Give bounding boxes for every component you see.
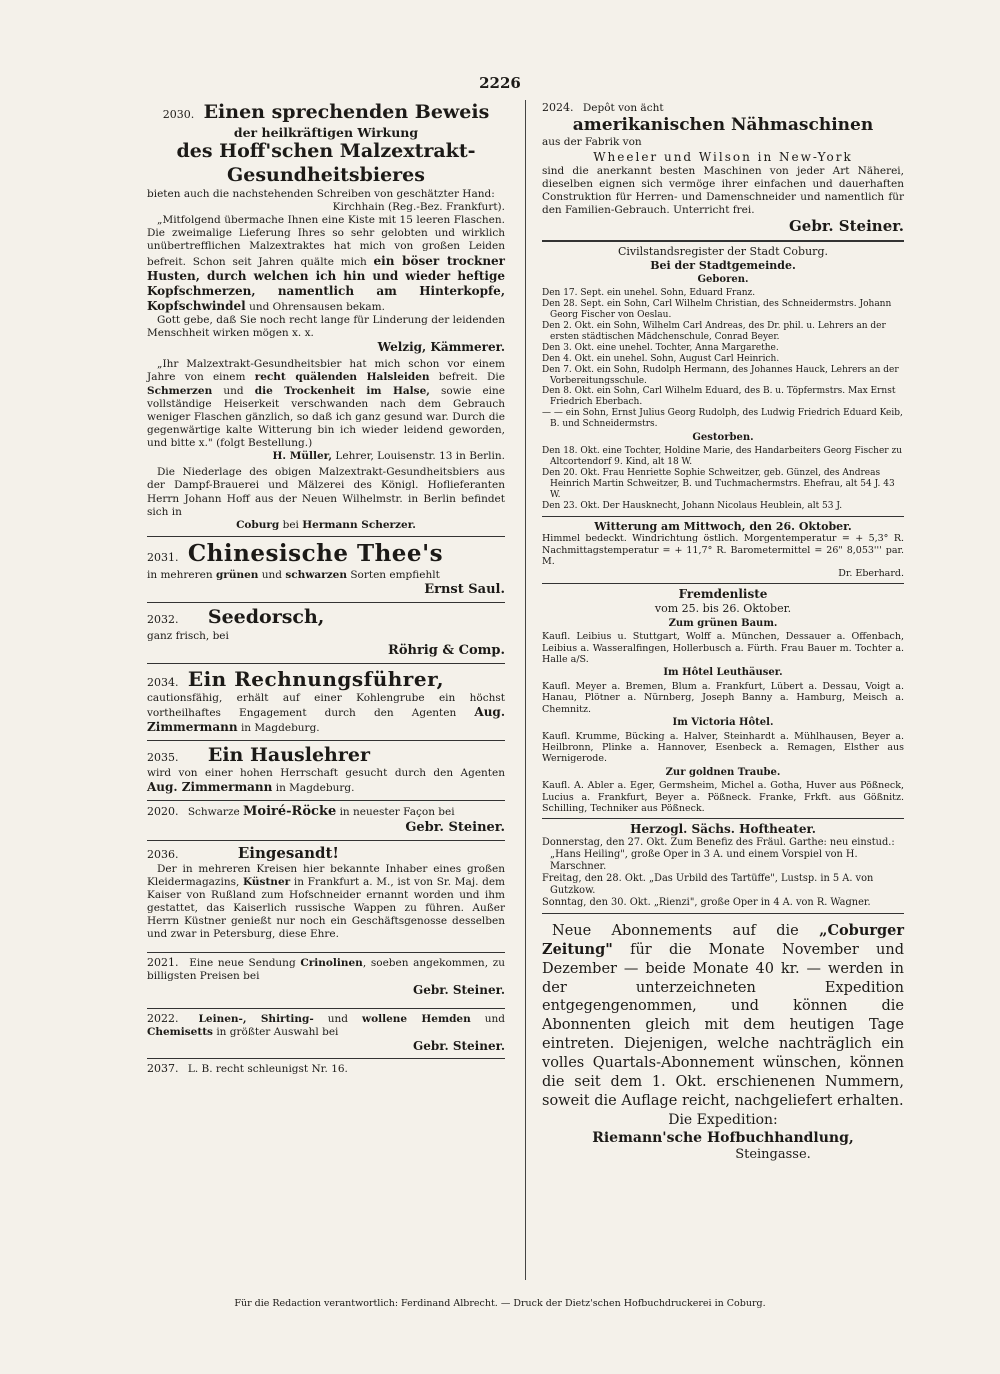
- ad-headline: Einen sprechenden Beweis: [203, 101, 490, 123]
- signature: Gebr. Steiner.: [405, 819, 505, 835]
- ad-title: Chinesische Thee's: [187, 539, 444, 567]
- register-entry: Den 2. Okt. ein Sohn, Wilhelm Carl Andreas, des Dr. phil. u. Lehrers an der ersten städtischen Mädchenschule, Conrad Beyer.: [542, 320, 886, 342]
- column-divider: [525, 100, 526, 1280]
- ad-letter: [147, 214, 505, 314]
- bold-text: „Coburger Zeitung": [542, 922, 905, 958]
- signature-name: H. Müller,: [272, 450, 333, 463]
- text: Eine neue Sendung: [189, 956, 296, 969]
- bold-text: schwarzen: [285, 568, 347, 581]
- text: wird von einer hohen Herrschaft gesucht durch den Agenten: [147, 767, 505, 780]
- ad-2032: [147, 602, 505, 663]
- ad-number: 2030.: [162, 108, 195, 121]
- weather-title: Witterung am Mittwoch, den 26. Oktober.: [594, 519, 852, 533]
- register-title: Civilstandsregister der Stadt Coburg.: [618, 244, 828, 258]
- hotel-heading: Im Hôtel Leuthäuser.: [663, 667, 783, 679]
- ad-text: [147, 863, 505, 942]
- ad-title: Eingesandt!: [237, 844, 339, 862]
- weather: [542, 516, 904, 583]
- text: L. B. recht schleunigst Nr. 16.: [187, 1063, 348, 1075]
- bold-text: Moiré-Röcke: [243, 803, 337, 819]
- letter-text: und Ohrensausen bekam.: [249, 300, 385, 313]
- ad-text: [147, 767, 505, 795]
- ad-number: 2036.: [147, 848, 179, 861]
- ad-2035: [147, 740, 505, 800]
- signature: [147, 450, 505, 463]
- ad-text: aus der Fabrik von: [542, 136, 642, 149]
- guests-title: Fremdenliste: [678, 586, 768, 601]
- text: , soeben angekommen, zu billigsten Preisen bei: [147, 956, 506, 982]
- imprint-footer: Für die Redaction verantwortlich: Ferdinand Albrecht. — Druck der Dietz'schen Hofbuchdruckerei in Coburg.: [234, 1298, 766, 1309]
- theatre-entry: Sonntag, den 30. Okt. „Rienzi", große Oper in 4 A. von R. Wagner.: [542, 897, 871, 909]
- text: in Frankfurt a. M., ist von Sr. Maj. dem Kaiser von Rußland zum Hofschneider ernannt worden und ihm gestattet, das Kaiserlich russische Wappen zu führen. Außer Herrn Küstner genießt nur noch ein Geschäftsgenosse desselben und zwar in Petersburg, diese Ehre.: [147, 875, 505, 941]
- weather-text: Himmel bedeckt. Windrichtung östlich. Morgentemperatur = + 5,3° R. Nachmittagstemperatur = + 11,7° R. Barometermittel = 26" 8,053''' par. M.: [542, 533, 904, 568]
- ad-number: 2022.: [147, 1011, 179, 1025]
- signature: Gebr. Steiner.: [788, 217, 904, 235]
- register-entry: Den 17. Sept. ein unehel. Sohn, Eduard Franz.: [542, 287, 756, 298]
- ad-number: 2020.: [147, 804, 179, 818]
- ad-2034: [147, 663, 505, 739]
- depot-bei: bei: [282, 518, 299, 531]
- notice-sig: Die Expedition:: [668, 1112, 778, 1129]
- letter-text: „Mitfolgend übermache Ihnen eine Kiste mit 15 leeren Flaschen. Die zweimalige Lieferung Ihres so sehr gelobten und wirklich unübertrefflichen Malzextraktes hat mich von großen Leiden befreit. Schon seit Jahren quälte mich: [147, 214, 505, 268]
- ad-headline: Gesundheitsbieres: [227, 164, 425, 187]
- text: in größter Auswahl bei: [216, 1025, 339, 1038]
- register-entry: — — ein Sohn, Ernst Julius Georg Rudolph, des Ludwig Friedrich Eduard Keib, B. und Schneidermstrs.: [542, 408, 903, 430]
- text: und: [261, 568, 283, 581]
- ad-title: Ein Hauslehrer: [207, 743, 370, 766]
- bold-text: wollene Hemden: [362, 1012, 471, 1025]
- text: cautionsfähig, erhält auf einer Kohlengrube ein höchst vortheilhaftes Engagement durch den Agenten: [147, 692, 505, 720]
- guests-dates: vom 25. bis 26. Oktober.: [654, 601, 792, 615]
- ad-letter: [147, 358, 505, 450]
- register-entry: Den 3. Okt. eine unehel. Tochter, Anna Margarethe.: [542, 342, 779, 353]
- signature: Röhrig & Comp.: [388, 642, 505, 658]
- ad-number: 2032.: [147, 613, 179, 626]
- ad-title: Seedorsch,: [207, 606, 325, 628]
- letter-text: und: [223, 384, 244, 397]
- letter-text: befreit. Die: [438, 371, 505, 384]
- civil-register: [542, 240, 904, 516]
- bold-text: Crinolinen: [300, 956, 363, 969]
- ad-text: ganz frisch, bei: [147, 629, 229, 642]
- ad-2024: [542, 98, 904, 240]
- notice-text: [542, 922, 904, 1110]
- ad-title: amerikanischen Nähmaschinen: [572, 115, 874, 136]
- text: Sorten empfiehlt: [350, 568, 440, 581]
- bold-text: Aug. Zimmermann: [147, 705, 505, 735]
- ad-2030: [147, 98, 505, 536]
- page-number: 2226: [479, 74, 521, 92]
- signature: Ernst Saul.: [424, 581, 505, 597]
- text: Neue Abonnements auf die: [552, 923, 799, 940]
- theatre-entry: Donnerstag, den 27. Okt. Zum Benefiz des Fräul. Garthe: neu einstud.: „Hans Heiling", große Oper in 3 A. und einem Vorspiel von H. Marschner.: [542, 837, 895, 873]
- text: in Magdeburg.: [275, 782, 355, 795]
- bold-text: Küstner: [243, 875, 291, 888]
- ad-text: [147, 569, 505, 582]
- signature: Gebr. Steiner.: [412, 1039, 505, 1053]
- hotel-guests: Kaufl. Meyer a. Bremen, Blum a. Frankfurt, Lübert a. Dessau, Voigt a. Hanau, Plötner a. Nürnberg, Joseph Banny a. Hamburg, Meisch a. Chemnitz.: [542, 680, 904, 715]
- hotel-heading: Zum grünen Baum.: [668, 617, 778, 629]
- ad-subheadline: der heilkräftigen Wirkung: [233, 124, 419, 140]
- text: Schwarze: [187, 805, 240, 818]
- ad-headline: des Hoff'schen Malzextrakt-: [176, 140, 476, 163]
- signature-rest: Lehrer, Louisenstr. 13 in Berlin.: [335, 450, 505, 463]
- depot-place: Coburg: [236, 518, 280, 531]
- ad-2022: [147, 1008, 505, 1058]
- hotel-heading: Zur goldnen Traube.: [665, 766, 781, 778]
- ad-number: 2024.: [542, 101, 574, 114]
- register-entry: Den 4. Okt. ein unehel. Sohn, August Carl Heinrich.: [542, 353, 780, 364]
- theatre-program: [542, 818, 904, 913]
- ad-2031: [147, 536, 505, 602]
- signature: Welzig, Kämmerer.: [377, 340, 505, 355]
- letter-text: „Ihr Malzextrakt-Gesundheitsbier hat mich schon vor einem Jahre von einem: [147, 358, 505, 384]
- notice-sig: Riemann'sche Hofbuchhandlung,: [592, 1129, 854, 1146]
- theatre-title: Herzogl. Sächs. Hoftheater.: [630, 822, 816, 837]
- ad-2020: [147, 800, 505, 841]
- register-subtitle: Bei der Stadtgemeinde.: [650, 258, 796, 272]
- text: Depôt von ächt: [582, 102, 664, 114]
- register-entry: Den 7. Okt. ein Sohn, Rudolph Hermann, des Johannes Hauck, Lehrers an der Vorbereitungsschule.: [542, 364, 899, 386]
- text: und: [327, 1012, 349, 1025]
- hotel-guests: Kaufl. A. Abler a. Eger, Germsheim, Michel a. Gotha, Huver aus Pößneck, Lucius a. Frankfurt, Beyer a. Pößneck. Franke, Frkft. aus Gößnitz. Schilling, Techniker aus Pößneck.: [542, 780, 904, 815]
- ad-text: bieten auch die nachstehenden Schreiben von geschätzter Hand:: [147, 187, 495, 200]
- text: für die Monate November und Dezember — beide Monate 40 kr. — werden in der unterzeichneten Expedition entgegengenommen, und können die Abonnenten gleich mit dem heutigen Tage eintreten. Diejenigen, welche nachträglich ein volles Quartals-Abonnement wünschen, können die seit dem 1. Okt. erschienenen Nummern, soweit die Auflage reicht, nachgeliefert erhalten.: [542, 941, 904, 1109]
- hotel-guests: Kaufl. Leibius u. Stuttgart, Wolff a. München, Dessauer a. Offenbach, Leibius a. Wasseralfingen, Hollerbusch a. Fürth. Frau Bauer m. Tochter a. Halle a/S.: [542, 631, 904, 665]
- text: und: [484, 1012, 506, 1025]
- ad-number: 2035.: [147, 750, 179, 764]
- guest-list: [542, 583, 904, 818]
- ad-number: 2037.: [147, 1062, 179, 1075]
- text: in Magdeburg.: [240, 722, 320, 735]
- theatre-entry: Freitag, den 28. Okt. „Das Urbild des Tartüffe", Lustsp. in 5 A. von Gutzkow.: [542, 873, 874, 897]
- register-entry: Den 23. Okt. Der Hausknecht, Johann Nicolaus Heublein, alt 53 J.: [542, 500, 843, 511]
- subscription-notice: [542, 913, 904, 1168]
- depot-line: [147, 519, 505, 532]
- ad-2021: [147, 952, 505, 1002]
- ad-number: 2031.: [147, 550, 179, 564]
- letter-text: sowie eine vollständige Heiserkeit verschwanden nach dem Gebrauch weniger Flaschen gänzlich, so daß ich ganz gesund war. Durch die gegenwärtige kalte Witterung bin ich wieder leidend geworden, und bitte x." (folgt Bestellung.): [147, 384, 505, 449]
- ad-2037: [147, 1058, 505, 1080]
- ad-depot: Die Niederlage des obigen Malzextrakt-Gesundheitsbiers aus der Dampf-Brauerei und Mälzerei des Königl. Hoflieferanten Herrn Johann Hoff aus der Neuen Wilhelmstr. in Berlin befindet sich in: [147, 466, 505, 518]
- hotel-guests: Kaufl. Krumme, Bücking a. Halver, Steinhardt a. Mühlhausen, Beyer a. Heilbronn, Plinke a. Hannover, Esenbeck a. Remagen, Elsther aus Wernigerode.: [542, 730, 904, 765]
- text: in mehreren: [147, 568, 213, 581]
- bold-text: Aug. Zimmermann: [147, 780, 273, 795]
- letter-bold: Schmerzen: [147, 384, 213, 397]
- ad-number: 2021.: [147, 955, 179, 969]
- register-entry: Den 20. Okt. Frau Henriette Sophie Schweitzer, geb. Günzel, des Andreas Heinrich Martin Schweitzer, B. und Tuchmachermstrs. Ehefrau, alt 54 J. 43 W.: [542, 467, 895, 500]
- register-entry: Den 28. Sept. ein Sohn, Carl Wilhelm Christian, des Schneidermstrs. Johann Georg Fischer von Oeslau.: [542, 298, 892, 320]
- register-entry: Den 18. Okt. eine Tochter, Holdine Marie, des Handarbeiters Georg Fischer zu Altcortendorf 9. Kind, alt 18 W.: [542, 445, 903, 467]
- left-column: [147, 98, 505, 1080]
- bold-text: grünen: [215, 568, 259, 581]
- text: Der in mehreren Kreisen hier bekannte Inhaber eines großen Kleidermagazins,: [147, 862, 505, 888]
- notice-sig: Steingasse.: [735, 1147, 811, 1163]
- bold-text: Chemisetts: [147, 1025, 213, 1038]
- letter-bold: recht quälenden Halsleiden: [254, 371, 430, 384]
- ad-number: 2034.: [147, 676, 179, 690]
- ad-place: Kirchhain (Reg.-Bez. Frankfurt).: [332, 201, 505, 213]
- letter-bold: ein böser trockner Husten, durch welchen ich hin und wieder heftige Kopfschmerzen, namentlich am Hinterkopfe, Kopfschwindel: [147, 253, 506, 313]
- signature: Gebr. Steiner.: [412, 982, 505, 997]
- register-died-heading: Gestorben.: [692, 432, 754, 444]
- ad-letter-close: Gott gebe, daß Sie noch recht lange für Linderung der leidenden Menschheit wirken mögen x. x.: [147, 314, 505, 340]
- ad-maker: Wheeler und Wilson in New-York: [593, 149, 853, 164]
- register-entry: Den 8. Okt. ein Sohn, Carl Wilhelm Eduard, des B. u. Töpfermstrs. Max Ernst Friedrich Eberbach.: [542, 386, 896, 408]
- register-born-heading: Geboren.: [697, 274, 749, 286]
- weather-signature: Dr. Eberhard.: [838, 567, 904, 579]
- letter-bold: die Trockenheit im Halse,: [254, 384, 430, 397]
- depot-name: Hermann Scherzer.: [302, 518, 416, 531]
- bold-text: Leinen-, Shirting-: [198, 1012, 314, 1025]
- ad-text: sind die anerkannt besten Maschinen von jeder Art Näherei, dieselben eignen sich vermöge ihrer einfachen und dauerhaften Construktion für Herren- und Damenschneider und namentlich für den Familien-Gebrauch. Unterricht frei.: [542, 164, 904, 216]
- right-column: [542, 98, 904, 1168]
- hotel-heading: Im Victoria Hôtel.: [672, 717, 774, 729]
- ad-title: Ein Rechnungsführer,: [187, 667, 445, 692]
- ad-text: [147, 692, 505, 735]
- text: in neuester Façon bei: [339, 805, 455, 818]
- ad-2036: [147, 840, 505, 946]
